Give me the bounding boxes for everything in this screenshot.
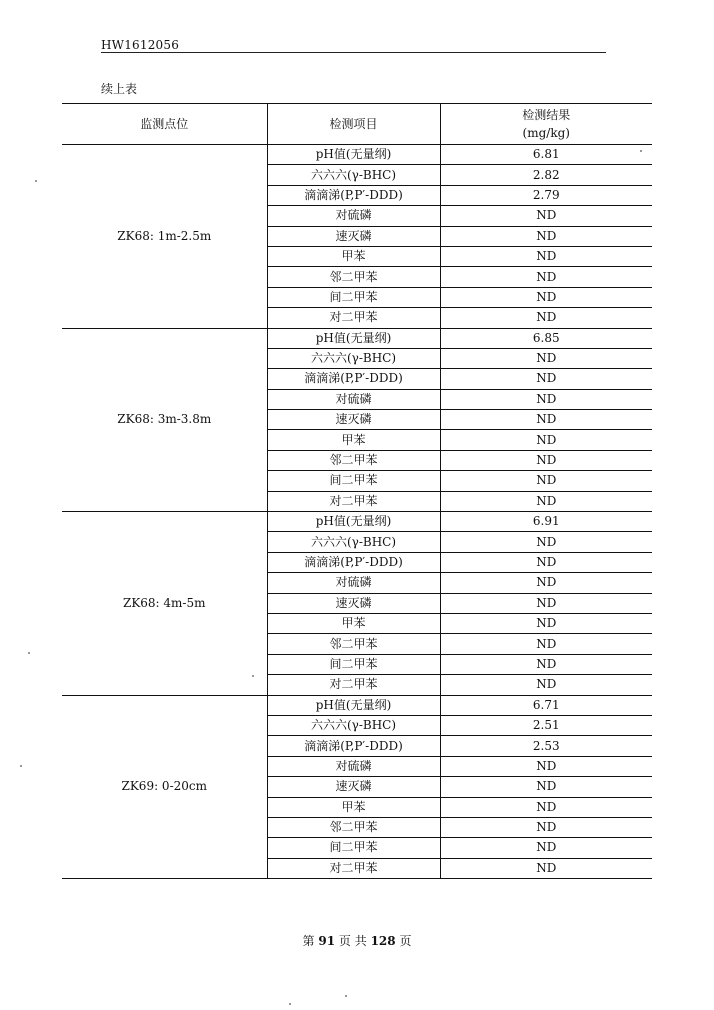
item-cell: 速灭磷 xyxy=(267,593,440,613)
value-cell: 2.79 xyxy=(440,185,652,205)
item-cell: 甲苯 xyxy=(267,613,440,633)
value-cell: ND xyxy=(440,308,652,328)
item-cell: pH值(无量纲) xyxy=(267,145,440,165)
item-cell: 六六六(γ-BHC) xyxy=(267,715,440,735)
value-cell: ND xyxy=(440,471,652,491)
item-cell: 邻二甲苯 xyxy=(267,634,440,654)
value-cell: 2.53 xyxy=(440,736,652,756)
value-cell: ND xyxy=(440,430,652,450)
item-cell: 对硫磷 xyxy=(267,206,440,226)
item-cell: 甲苯 xyxy=(267,797,440,817)
item-cell: 甲苯 xyxy=(267,430,440,450)
table-body xyxy=(62,145,652,879)
page-footer xyxy=(0,932,714,949)
value-cell: ND xyxy=(440,675,652,695)
site-cell: ZK68: 4m-5m xyxy=(62,512,267,696)
site-cell: ZK68: 1m-2.5m xyxy=(62,145,267,329)
value-cell: ND xyxy=(440,838,652,858)
footer-suffix: 页 xyxy=(399,934,412,948)
header-rule xyxy=(101,52,606,53)
value-cell: ND xyxy=(440,206,652,226)
value-cell: ND xyxy=(440,858,652,878)
item-cell: 速灭磷 xyxy=(267,777,440,797)
value-cell: ND xyxy=(440,389,652,409)
item-cell: 邻二甲苯 xyxy=(267,267,440,287)
item-cell: 对二甲苯 xyxy=(267,308,440,328)
value-cell: ND xyxy=(440,410,652,430)
value-cell: ND xyxy=(440,246,652,266)
scan-speck xyxy=(35,180,37,182)
item-cell: pH值(无量纲) xyxy=(267,328,440,348)
value-cell: ND xyxy=(440,613,652,633)
item-cell: 六六六(γ-BHC) xyxy=(267,532,440,552)
item-cell: 邻二甲苯 xyxy=(267,817,440,837)
table-row xyxy=(62,512,652,532)
item-cell: 滴滴涕(P,P′-DDD) xyxy=(267,185,440,205)
scan-speck xyxy=(640,150,642,152)
footer-total-pages: 128 xyxy=(370,934,396,948)
value-cell: 6.85 xyxy=(440,328,652,348)
item-cell: 六六六(γ-BHC) xyxy=(267,348,440,368)
site-cell: ZK69: 0-20cm xyxy=(62,695,267,879)
value-cell: ND xyxy=(440,817,652,837)
value-cell: ND xyxy=(440,287,652,307)
document-id: HW1612056 xyxy=(101,38,180,52)
value-cell: ND xyxy=(440,777,652,797)
value-cell: ND xyxy=(440,348,652,368)
value-cell: 6.81 xyxy=(440,145,652,165)
item-cell: 滴滴涕(P,P′-DDD) xyxy=(267,552,440,572)
item-cell: 对二甲苯 xyxy=(267,858,440,878)
item-cell: 对硫磷 xyxy=(267,389,440,409)
value-cell: ND xyxy=(440,654,652,674)
value-cell: ND xyxy=(440,267,652,287)
results-table xyxy=(62,103,652,879)
item-cell: 邻二甲苯 xyxy=(267,450,440,470)
value-cell: ND xyxy=(440,634,652,654)
header-result-label: 检测结果 xyxy=(522,108,571,122)
site-cell: ZK68: 3m-3.8m xyxy=(62,328,267,512)
item-cell: 间二甲苯 xyxy=(267,287,440,307)
item-cell: 对二甲苯 xyxy=(267,675,440,695)
item-cell: 速灭磷 xyxy=(267,410,440,430)
value-cell: ND xyxy=(440,369,652,389)
table-row xyxy=(62,695,652,715)
item-cell: 间二甲苯 xyxy=(267,838,440,858)
item-cell: 速灭磷 xyxy=(267,226,440,246)
value-cell: ND xyxy=(440,593,652,613)
value-cell: ND xyxy=(440,573,652,593)
item-cell: pH值(无量纲) xyxy=(267,512,440,532)
value-cell: ND xyxy=(440,532,652,552)
header-site: 监测点位 xyxy=(62,104,267,145)
value-cell: 2.82 xyxy=(440,165,652,185)
item-cell: 滴滴涕(P,P′-DDD) xyxy=(267,736,440,756)
value-cell: ND xyxy=(440,756,652,776)
value-cell: ND xyxy=(440,450,652,470)
header-result xyxy=(440,104,652,145)
value-cell: 6.91 xyxy=(440,512,652,532)
scan-speck xyxy=(345,995,347,997)
table-caption: 续上表 xyxy=(101,82,138,96)
value-cell: ND xyxy=(440,797,652,817)
value-cell: 2.51 xyxy=(440,715,652,735)
value-cell: 6.71 xyxy=(440,695,652,715)
item-cell: 滴滴涕(P,P′-DDD) xyxy=(267,369,440,389)
table-row xyxy=(62,328,652,348)
item-cell: 间二甲苯 xyxy=(267,471,440,491)
footer-page-number: 91 xyxy=(318,934,336,948)
scan-speck xyxy=(289,1003,291,1005)
value-cell: ND xyxy=(440,552,652,572)
item-cell: pH值(无量纲) xyxy=(267,695,440,715)
footer-middle: 页 共 xyxy=(338,934,367,948)
header-item: 检测项目 xyxy=(267,104,440,145)
scan-speck xyxy=(252,675,254,677)
scan-speck xyxy=(28,652,30,654)
footer-prefix: 第 xyxy=(302,934,315,948)
value-cell: ND xyxy=(440,226,652,246)
item-cell: 对硫磷 xyxy=(267,756,440,776)
item-cell: 间二甲苯 xyxy=(267,654,440,674)
header-result-unit: (mg/kg) xyxy=(522,126,570,140)
scan-speck xyxy=(20,765,22,767)
item-cell: 甲苯 xyxy=(267,246,440,266)
item-cell: 对硫磷 xyxy=(267,573,440,593)
item-cell: 六六六(γ-BHC) xyxy=(267,165,440,185)
table-header-row xyxy=(62,104,652,145)
item-cell: 对二甲苯 xyxy=(267,491,440,511)
value-cell: ND xyxy=(440,491,652,511)
table-row xyxy=(62,145,652,165)
